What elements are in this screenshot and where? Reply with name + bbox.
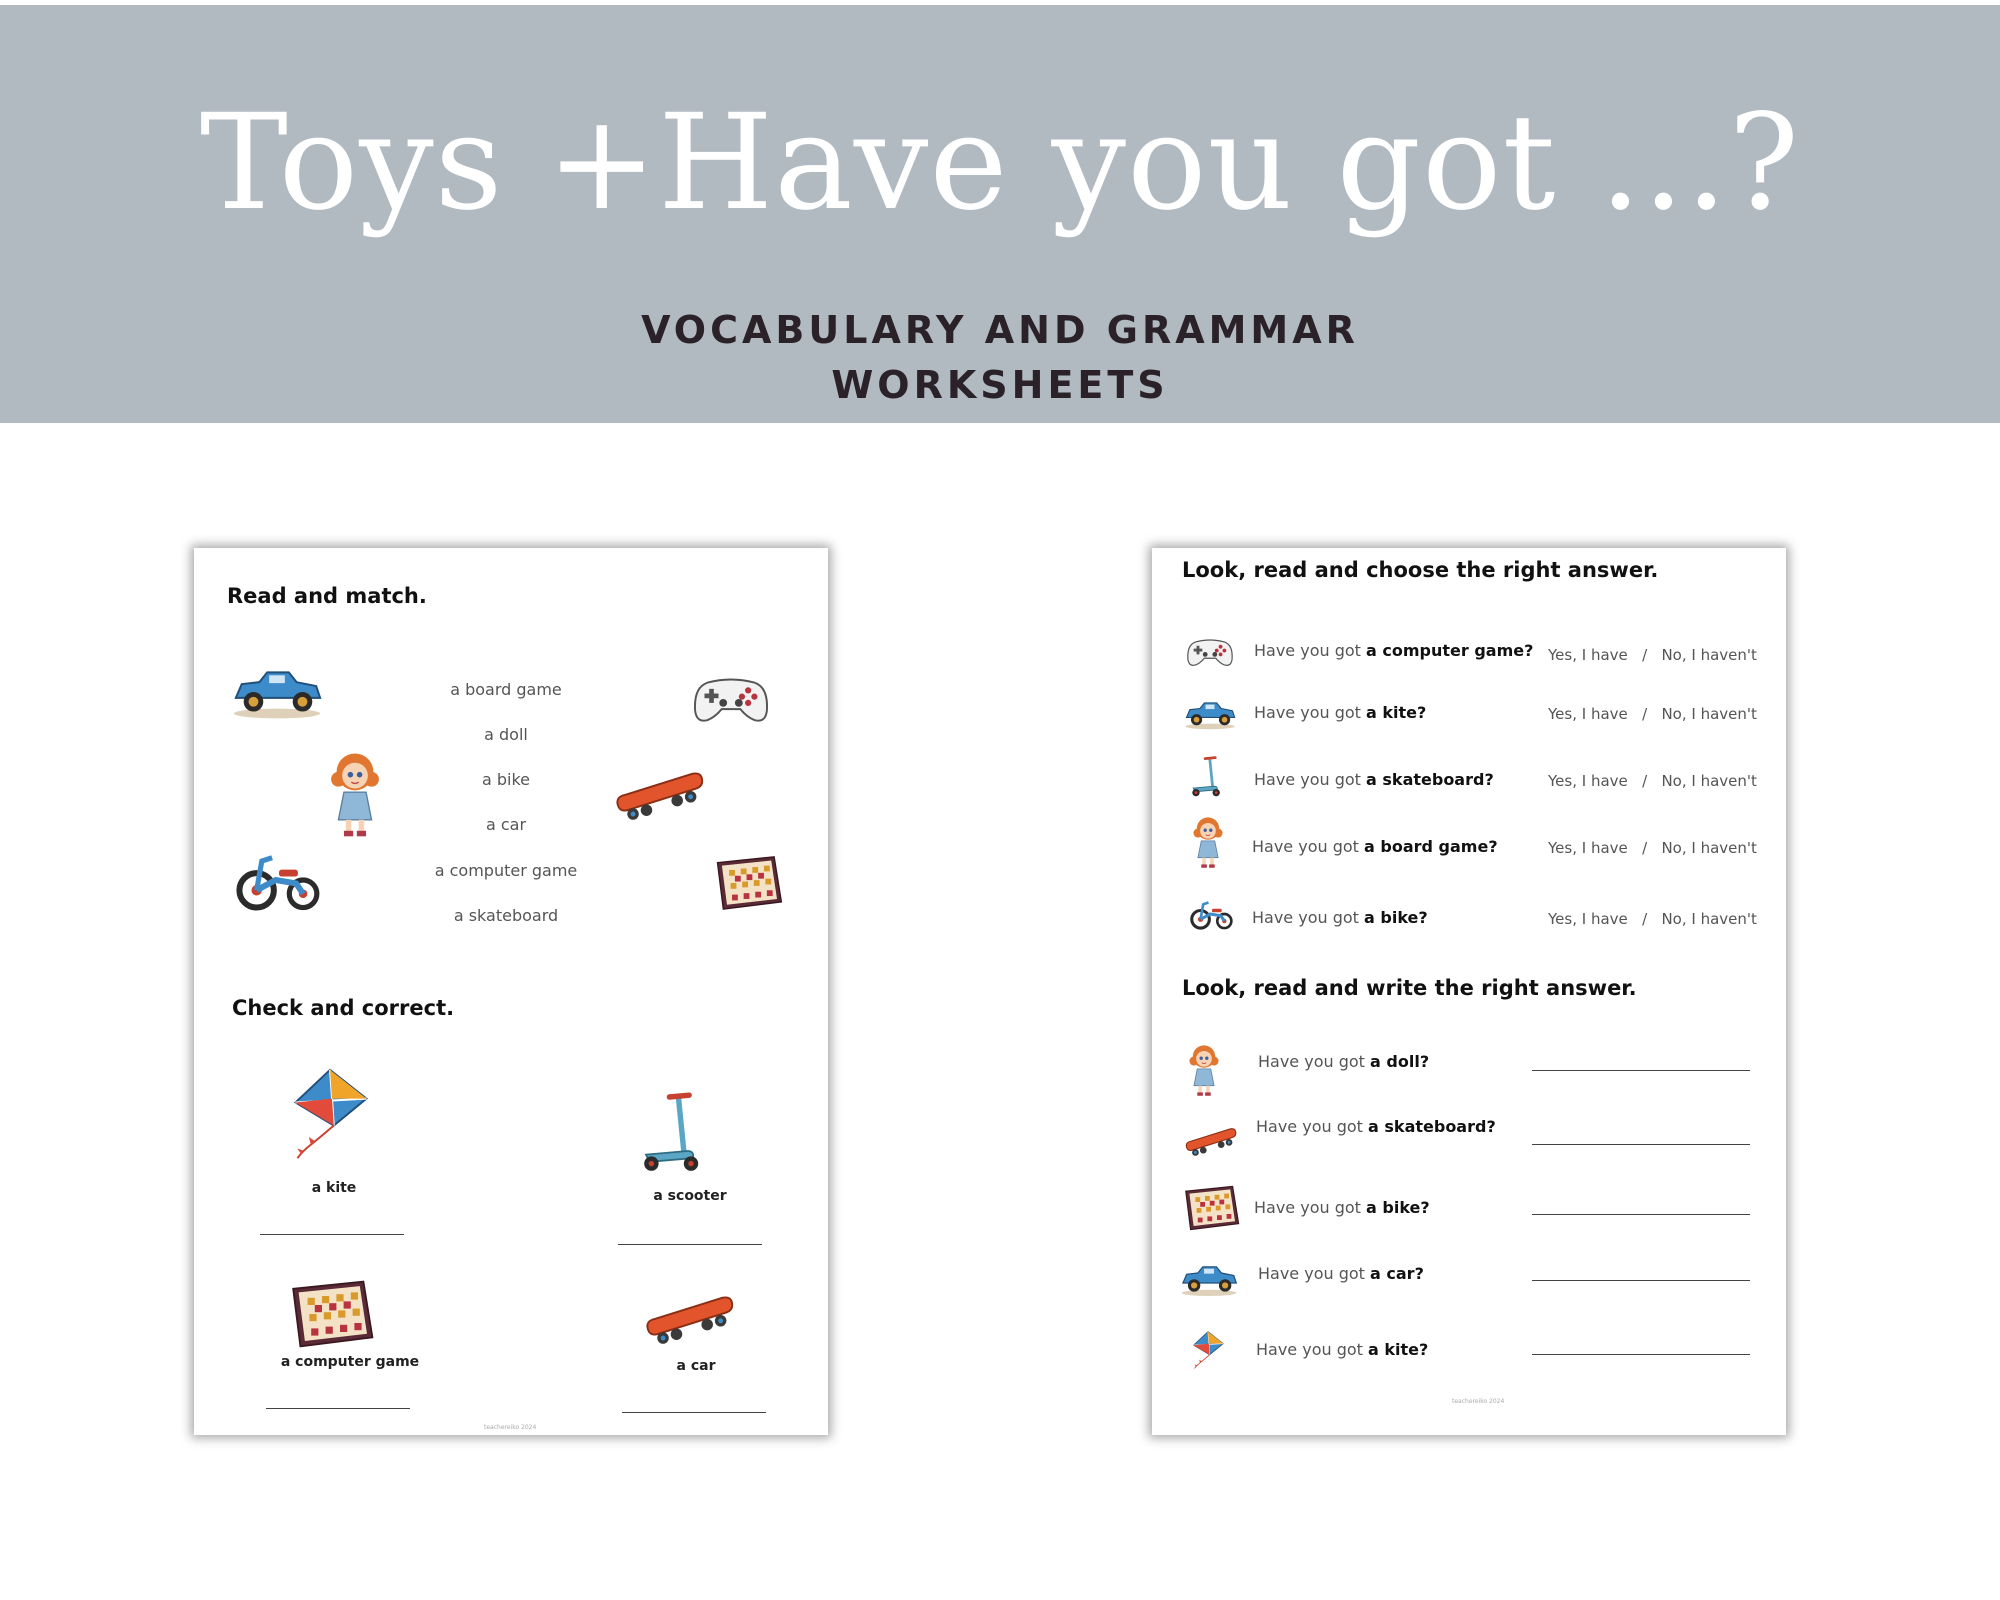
match-word: a car: [485, 815, 527, 834]
footer-credit: teachereiko 2024: [1452, 1398, 1505, 1405]
answer-no[interactable]: No, I haven't: [1661, 646, 1757, 664]
answer-line[interactable]: [266, 1408, 410, 1409]
car-icon: [1178, 1258, 1240, 1298]
match-word: a doll: [484, 725, 528, 744]
answer-line[interactable]: [622, 1412, 766, 1413]
answer-line[interactable]: [1532, 1280, 1750, 1281]
gamepad-icon: [692, 670, 770, 728]
write-heading: Look, read and write the right answer.: [1182, 976, 1637, 1000]
worksheet-left: [194, 548, 828, 1435]
skateboard-icon: [640, 1282, 736, 1348]
bike-icon: [1190, 896, 1234, 932]
kite-icon: [280, 1066, 380, 1162]
answer-line[interactable]: [1532, 1070, 1750, 1071]
scooter-icon: [1188, 754, 1226, 800]
caption-car: a car: [676, 1358, 716, 1374]
doll-icon: [1186, 1042, 1222, 1098]
answer-no[interactable]: No, I haven't: [1661, 772, 1757, 790]
footer-credit: teachereiko 2024: [484, 1424, 537, 1431]
board-game-icon: [284, 1278, 378, 1350]
choose-question: Have you got a skateboard?: [1254, 770, 1494, 789]
board-game-icon: [1178, 1184, 1244, 1232]
choose-question: Have you got a kite?: [1254, 703, 1427, 722]
subtitle-line-2: WORKSHEETS: [831, 363, 1169, 407]
read-match-heading: Read and match.: [227, 584, 427, 608]
answer-options: Yes, I have / No, I haven't: [1548, 839, 1757, 857]
answer-line[interactable]: [1532, 1144, 1750, 1145]
doll-icon: [324, 748, 386, 840]
write-question: Have you got a skateboard?: [1256, 1117, 1496, 1136]
answer-line[interactable]: [1532, 1214, 1750, 1215]
skateboard-icon: [610, 760, 706, 822]
answer-options: Yes, I have / No, I haven't: [1548, 646, 1757, 664]
title-banner: [0, 5, 2000, 423]
car-icon: [1182, 696, 1238, 730]
answer-yes[interactable]: Yes, I have: [1548, 839, 1628, 857]
skateboard-icon: [1182, 1120, 1238, 1158]
match-word: a skateboard: [453, 906, 559, 925]
write-question: Have you got a doll?: [1258, 1052, 1430, 1071]
choose-heading: Look, read and choose the right answer.: [1182, 558, 1659, 582]
answer-no[interactable]: No, I haven't: [1661, 839, 1757, 857]
scooter-icon: [632, 1088, 714, 1178]
match-word: a board game: [450, 680, 562, 699]
write-question: Have you got a car?: [1258, 1264, 1424, 1283]
answer-yes[interactable]: Yes, I have: [1548, 705, 1628, 723]
write-question: Have you got a kite?: [1256, 1340, 1429, 1359]
match-word: a computer game: [434, 861, 578, 880]
doll-icon: [1190, 814, 1226, 870]
answer-line[interactable]: [260, 1234, 404, 1235]
write-question: Have you got a bike?: [1254, 1198, 1430, 1217]
bike-icon: [236, 844, 322, 916]
car-icon: [228, 660, 326, 720]
answer-line[interactable]: [618, 1244, 762, 1245]
answer-options: Yes, I have / No, I haven't: [1548, 705, 1757, 723]
answer-no[interactable]: No, I haven't: [1661, 705, 1757, 723]
caption-computer-game: a computer game: [280, 1354, 420, 1370]
subtitle: [0, 303, 2000, 413]
check-correct-heading: Check and correct.: [232, 996, 455, 1020]
match-word: a bike: [481, 770, 531, 789]
main-title: Toys +Have you got ...?: [199, 86, 1801, 240]
caption-scooter: a scooter: [653, 1188, 727, 1204]
kite-icon: [1186, 1330, 1230, 1370]
choose-question: Have you got a bike?: [1252, 908, 1428, 927]
answer-options: Yes, I have / No, I haven't: [1548, 910, 1757, 928]
answer-line[interactable]: [1532, 1354, 1750, 1355]
answer-yes[interactable]: Yes, I have: [1548, 646, 1628, 664]
answer-yes[interactable]: Yes, I have: [1548, 910, 1628, 928]
subtitle-line-1: VOCABULARY AND GRAMMAR: [641, 308, 1359, 352]
worksheet-right: [1152, 548, 1786, 1435]
gamepad-icon: [1186, 634, 1234, 670]
choose-question: Have you got a computer game?: [1254, 641, 1534, 660]
board-game-icon: [710, 854, 786, 912]
answer-no[interactable]: No, I haven't: [1661, 910, 1757, 928]
caption-kite: a kite: [311, 1180, 357, 1196]
answer-yes[interactable]: Yes, I have: [1548, 772, 1628, 790]
choose-question: Have you got a board game?: [1252, 837, 1498, 856]
answer-options: Yes, I have / No, I haven't: [1548, 772, 1757, 790]
